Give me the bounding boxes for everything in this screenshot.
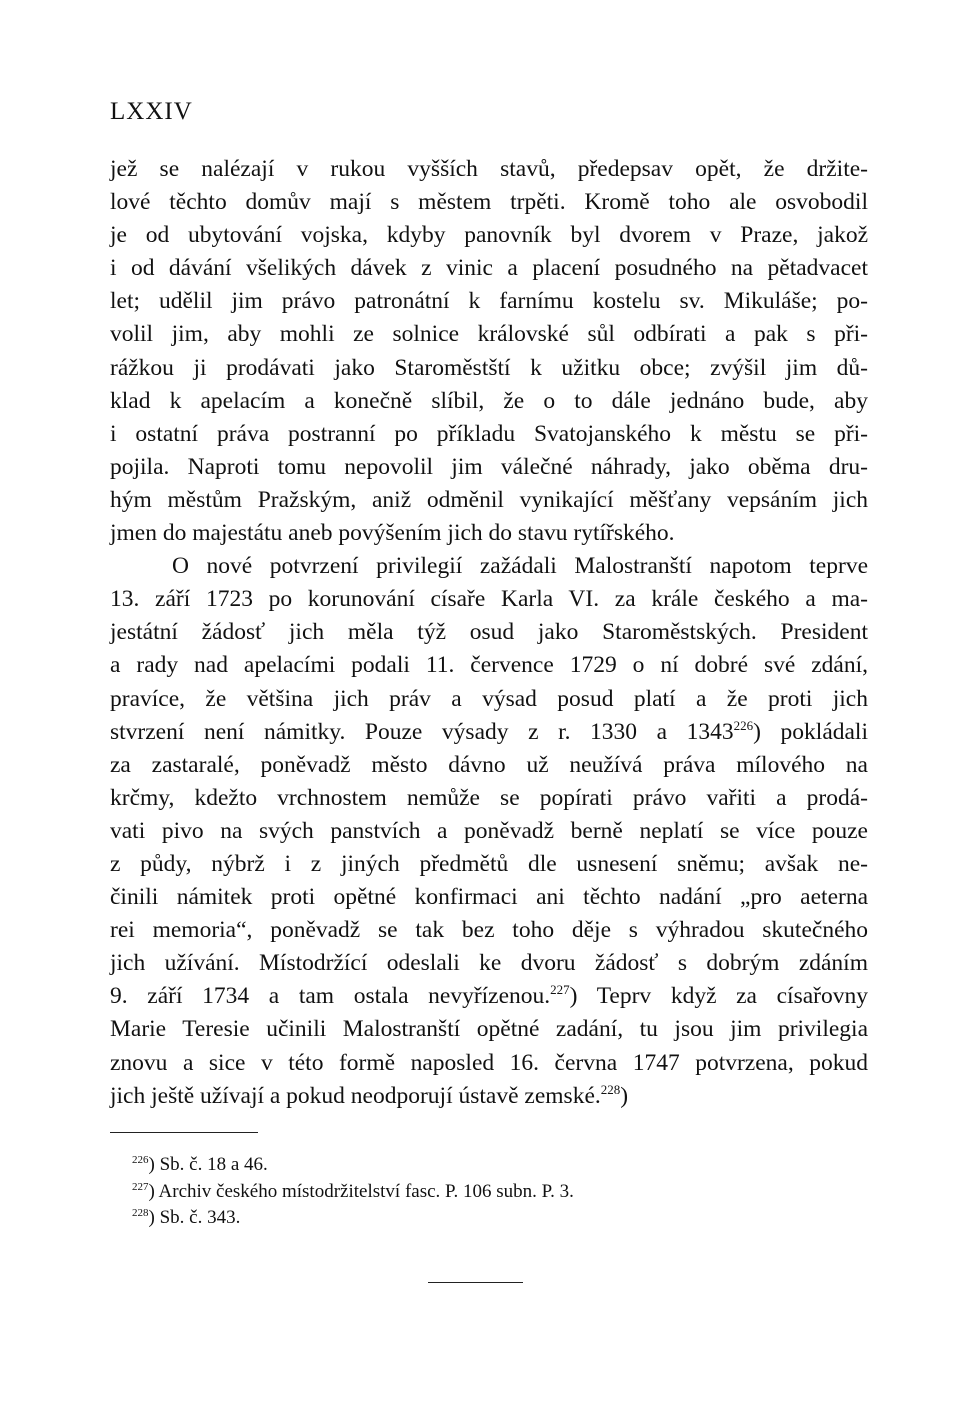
text-line: lové těchto domův mají s městem trpěti. Kromě toho ale osvobodil bbox=[110, 189, 868, 216]
text-line: jich užívání. Místodržící odeslali ke dvoru žádosť s dobrým zdáním bbox=[110, 950, 868, 977]
text-line: O nové potvrzení privilegií zažádali Malostranští napotom teprve bbox=[172, 553, 868, 580]
text-line: volil jim, aby mohli ze solnice královské sůl odbírati a pak s při- bbox=[110, 321, 868, 348]
text-line: rei memoria“, poněvadž se tak bez toho děje s výhradou skutečného bbox=[110, 917, 868, 944]
text-line bbox=[110, 716, 868, 749]
text-line: za zastaralé, poněvadž město dávno už neužívá práva mílového na bbox=[110, 751, 868, 778]
text-segment: jich ještě užívají a pokud neodporují ústavě zemské. bbox=[110, 1082, 601, 1109]
closing-divider bbox=[428, 1282, 523, 1283]
page-number: LXXIV bbox=[110, 98, 193, 125]
text-line: i od dávání všelikých dávek z vinic a placení posudného na pětadvacet bbox=[110, 255, 868, 282]
footnote-reference: 227 bbox=[550, 982, 570, 998]
text-segment: ) pokládali bbox=[753, 718, 868, 745]
text-segment: ) Teprv když za císařovny bbox=[569, 983, 868, 1010]
footnote-reference: 228 bbox=[600, 1081, 621, 1097]
footnote-marker: 227 bbox=[132, 1180, 149, 1193]
text-line: klad k apelacím a konečně slíbil, že o to dále jednáno bude, aby bbox=[110, 387, 868, 414]
text-segment: stvrzení není námitky. Pouze výsady z r. 1330 a 1343 bbox=[110, 718, 734, 745]
text-line: pravíce, že většina jich práv a výsad posud platí a že proti jich bbox=[110, 685, 868, 712]
text-line: rážkou ji prodávati jako Staroměstští k užitku obce; zvýšil jim dů- bbox=[110, 354, 868, 381]
footnote-text: ) Archiv českého místodržitelství fasc. P. 106 subn. P. 3. bbox=[148, 1180, 574, 1202]
text-line: je od ubytování vojska, kdyby panovník byl dvorem v Praze, jakož bbox=[110, 222, 868, 249]
footnote-divider bbox=[110, 1132, 258, 1133]
text-line: jež se nalézají v rukou vyšších stavů, předepsav opět, že držite- bbox=[110, 156, 868, 182]
text-line: vati pivo na svých panstvích a poněvadž berně neplatí se více pouze bbox=[110, 817, 868, 844]
footnote-marker: 226 bbox=[132, 1154, 149, 1166]
text-line: hým městům Pražským, aniž odměnil vynikající měšťany vepsáním jich bbox=[110, 486, 868, 513]
text-line: pojila. Naproti tomu nepovolil jim válečné náhrady, jako oběma dru- bbox=[110, 453, 868, 480]
text-line: z půdy, nýbrž i z jiných předmětů dle usnesení sněmu; avšak ne- bbox=[110, 850, 868, 877]
footnote bbox=[132, 1179, 574, 1206]
footnote-marker: 228 bbox=[132, 1207, 149, 1219]
text-segment: 9. září 1734 a tam ostala nevyřízenou. bbox=[110, 983, 551, 1010]
text-line: 13. září 1723 po korunování císaře Karla VI. za krále českého a ma- bbox=[110, 586, 868, 613]
text-line: jmen do majestátu aneb povýšením jich do stavu rytířského. bbox=[110, 520, 675, 547]
text-line: znovu a sice v této formě naposled 16. června 1747 potvrzena, pokud bbox=[110, 1049, 868, 1076]
text-line: jestátní žádosť jich měla týž osud jako Staroměstských. President bbox=[110, 619, 868, 646]
text-line bbox=[110, 980, 868, 1013]
text-line bbox=[110, 1080, 868, 1113]
footnote-reference: 226 bbox=[733, 717, 754, 733]
footnote bbox=[132, 1152, 574, 1179]
text-line: krčmy, kdežto vrchnostem nemůže se popírati právo vařiti a prodá- bbox=[110, 784, 868, 811]
text-line: Marie Teresie učinili Malostranští opětné zadání, tu jsou jim privilegia bbox=[110, 1016, 868, 1043]
text-line: let; udělil jim právo patronátní k farnímu kostelu sv. Mikuláše; po- bbox=[110, 288, 868, 315]
footnote-text: ) Sb. č. 343. bbox=[148, 1207, 241, 1228]
text-line: činili námitek proti opětné konfirmaci ani těchto nadání „pro aeterna bbox=[110, 884, 868, 911]
footnotes bbox=[132, 1152, 574, 1232]
footnote-text: ) Sb. č. 18 a 46. bbox=[148, 1154, 268, 1175]
footnote bbox=[132, 1205, 574, 1232]
text-line: a rady nad apelacími podali 11. července 1729 o ní dobré své zdání, bbox=[110, 652, 868, 679]
body-text bbox=[110, 153, 868, 1113]
text-line: i ostatní práva postranní po příkladu Svatojanského k městu se při- bbox=[110, 420, 868, 447]
text-segment: ) bbox=[620, 1082, 629, 1109]
